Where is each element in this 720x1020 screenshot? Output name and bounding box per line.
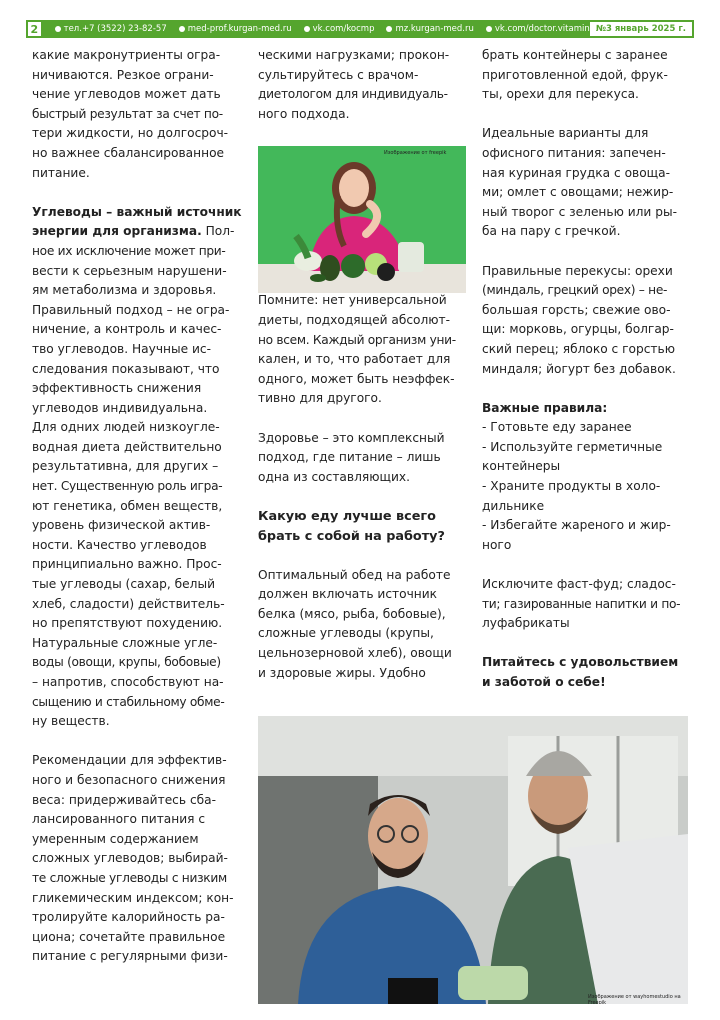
- text-line: хлеб, сладости) действитель-: [32, 596, 225, 611]
- text-line: Правильный подход – не огра-: [32, 302, 230, 317]
- web-icon: [179, 26, 185, 32]
- list-item: дильнике: [482, 498, 545, 513]
- column-3: [482, 46, 688, 693]
- text-line: циона; сочетайте правильное: [32, 929, 226, 944]
- list-item: - Избегайте жареного и жир-: [482, 518, 671, 533]
- woman-illustration: [258, 146, 466, 293]
- text-line: ба на пару с гречкой.: [482, 224, 621, 239]
- text-line: ничение, а контроль и качес-: [32, 322, 222, 337]
- text-line: те сложные углеводы с низким: [32, 870, 227, 885]
- text-line: тво углеводов. Научные ис-: [32, 341, 211, 356]
- issue-label: №3 январь 2025 г.: [590, 22, 692, 36]
- col3-paragraph-d: [482, 575, 688, 634]
- text-line: эффективность снижения: [32, 381, 202, 396]
- text-line: брать контейнеры с заранее: [482, 48, 668, 62]
- text-line: сложные углеводы (крупы,: [258, 626, 434, 641]
- text-line: сыщению и стабильному обме-: [32, 694, 225, 709]
- text-line: какие макронутриенты огра-: [32, 48, 221, 62]
- text-line: сультируйтесь с врачом-: [258, 67, 419, 82]
- text-line: цельнозерновой хлеб), овощи: [258, 646, 452, 661]
- text-line: Помните: нет универсальной: [258, 293, 447, 308]
- col2-heading: [258, 507, 466, 546]
- text-line: ное их исключение может при-: [32, 243, 226, 258]
- text-line: тивно для другого.: [258, 391, 382, 406]
- text-line: ного и безопасного снижения: [32, 772, 226, 787]
- text-line: диетологом для индивидуаль-: [258, 87, 448, 102]
- list-item: - Готовьте еду заранее: [482, 420, 632, 435]
- text-line: воды (овощи, крупы, бобовые): [32, 655, 221, 670]
- text-line: ческими нагрузками; прокон-: [258, 48, 450, 62]
- text-line: луфабрикаты: [482, 616, 570, 631]
- slogan-line: Питайтесь с удовольствием: [482, 655, 679, 670]
- section-heading: Какую еду лучше всего: [258, 508, 436, 524]
- col3-paragraph-c: [482, 262, 688, 380]
- text-line: (миндаль, грецкий орех) – не-: [482, 283, 668, 298]
- text-line: одного, может быть неэффек-: [258, 371, 455, 386]
- text-line: и здоровые жиры. Удобно: [258, 665, 426, 680]
- text-line: одна из составляющих.: [258, 469, 410, 484]
- text-line: Пол-: [201, 224, 235, 239]
- text-line: результативна, для других –: [32, 459, 219, 474]
- text-line: ничиваются. Резкое ограни-: [32, 67, 214, 82]
- text-line: веса: придерживайтесь сба-: [32, 792, 217, 807]
- text-line: ям метаболизма и здоровья.: [32, 283, 217, 298]
- page-number: 2: [26, 20, 43, 38]
- text-line: быстрый результат за счет по-: [32, 106, 223, 121]
- text-line: должен включать источник: [258, 587, 438, 602]
- text-line: ная куриная грудка с овоща-: [482, 165, 671, 180]
- text-line: следования показывают, что: [32, 361, 220, 376]
- photo-credit: Изображение от wayhomestudio на Freepik: [588, 994, 681, 1004]
- col2-paragraph-b: [258, 291, 466, 409]
- text-line: – напротив, способствуют на-: [32, 675, 224, 689]
- text-line: гликемическим индексом; кон-: [32, 890, 234, 905]
- text-line: лансированного питания с: [32, 812, 206, 827]
- text-line: подход, где питание – лишь: [258, 450, 441, 465]
- text-line: ный творог с зеленью или ры-: [482, 204, 677, 219]
- text-line: Для одних людей низкоугле-: [32, 420, 220, 435]
- photo-credit: Изображение от freepik: [384, 150, 447, 156]
- text-line: нет. Существенную роль игра-: [32, 479, 223, 494]
- text-line: сложных углеводов; выбирай-: [32, 851, 228, 866]
- text-line: ну веществ.: [32, 714, 110, 729]
- column-2: [258, 46, 466, 683]
- site-link-2[interactable]: mz.kurgan-med.ru: [386, 24, 473, 34]
- text-line: диеты, подходящей абсолют-: [258, 312, 451, 327]
- column-1: [32, 46, 242, 967]
- bold-lead: Углеводы – важный источник: [32, 204, 242, 219]
- woman-vegetables-photo: [258, 146, 466, 293]
- text-line: миндаля; йогурт без добавок.: [482, 361, 676, 376]
- text-line: но препятствуют похудению.: [32, 616, 223, 631]
- col3-paragraph-b: [482, 124, 688, 242]
- col2-paragraph-d: [258, 566, 466, 684]
- slogan-line: и заботой о себе!: [482, 675, 606, 689]
- text-line: умеренным содержанием: [32, 831, 199, 846]
- text-line: ности. Качество углеводов: [32, 537, 207, 552]
- rules-heading: Важные правила:: [482, 400, 608, 415]
- text-line: тролируйте калорийность ра-: [32, 910, 225, 925]
- text-line: тери жидкости, но долгосроч-: [32, 126, 229, 141]
- vk-link-1[interactable]: vk.com/kocmp: [304, 24, 375, 34]
- text-line: углеводов индивидуальна.: [32, 400, 208, 415]
- text-line: Рекомендации для эффектив-: [32, 753, 227, 768]
- list-item: - Храните продукты в холо-: [482, 479, 661, 494]
- text-line: Исключите фаст-фуд; сладос-: [482, 577, 676, 592]
- office-men-photo: [258, 716, 688, 1004]
- vk-icon: [486, 26, 492, 32]
- col1-paragraph-a: [32, 46, 242, 183]
- text-line: Правильные перекусы: орехи: [482, 263, 673, 278]
- text-line: ти; газированные напитки и по-: [482, 596, 681, 611]
- phone-contact: тел.+7 (3522) 23-82-57: [55, 24, 167, 34]
- text-line: принципиально важно. Прос-: [32, 557, 222, 572]
- text-line: Оптимальный обед на работе: [258, 567, 451, 582]
- col3-paragraph-a: [482, 46, 688, 105]
- text-line: вести к серьезным нарушени-: [32, 263, 227, 278]
- vk-icon: [304, 26, 310, 32]
- text-line: Идеальные варианты для: [482, 126, 649, 141]
- text-line: уровень физической актив-: [32, 518, 211, 533]
- col2-paragraph-a: [258, 46, 466, 124]
- text-line: Натуральные сложные угле-: [32, 635, 218, 650]
- text-line: Здоровье – это комплексный: [258, 430, 445, 445]
- text-line: кален, и то, что работает для: [258, 352, 451, 367]
- text-line: приготовленной едой, фрук-: [482, 67, 668, 82]
- text-line: большая горсть; свежие ово-: [482, 302, 671, 317]
- text-line: питание с регулярными физи-: [32, 949, 228, 964]
- list-item: - Используйте герметичные: [482, 439, 663, 454]
- col1-paragraph-b: [32, 203, 242, 732]
- phone-icon: [55, 26, 61, 32]
- text-line: но важнее сбалансированное: [32, 145, 225, 160]
- text-line: ты, орехи для перекуса.: [482, 87, 639, 102]
- text-line: щи: морковь, огурцы, болгар-: [482, 322, 674, 337]
- text-line: питание.: [32, 165, 90, 180]
- text-line: тые углеводы (сахар, белый: [32, 577, 215, 592]
- text-line: ми; омлет с овощами; нежир-: [482, 185, 674, 200]
- text-line: ного подхода.: [258, 106, 350, 121]
- text-line: чение углеводов может дать: [32, 87, 221, 102]
- header-bar: [26, 20, 694, 38]
- web-icon: [386, 26, 392, 32]
- site-link[interactable]: med-prof.kurgan-med.ru: [179, 24, 292, 34]
- text-line: водная диета действительно: [32, 439, 222, 454]
- text-line: но всем. Каждый организм уни-: [258, 332, 456, 347]
- text-line: офисного питания: запечен-: [482, 145, 666, 160]
- office-illustration: [258, 716, 688, 1004]
- text-line: ют генетика, обмен веществ,: [32, 498, 223, 513]
- text-line: ский перец; яблоко с горстью: [482, 341, 675, 356]
- rules-list: [482, 399, 688, 556]
- bold-lead: энергии для организма.: [32, 224, 202, 239]
- vk-link-2[interactable]: vk.com/doctor.vitamin: [486, 24, 590, 34]
- list-item: контейнеры: [482, 459, 561, 474]
- col1-paragraph-c: [32, 751, 242, 967]
- closing-slogan: [482, 653, 688, 692]
- col2-paragraph-c: [258, 429, 466, 488]
- text-line: белка (мясо, рыба, бобовые),: [258, 606, 446, 621]
- list-item: ного: [482, 537, 512, 552]
- section-heading: брать с собой на работу?: [258, 528, 445, 544]
